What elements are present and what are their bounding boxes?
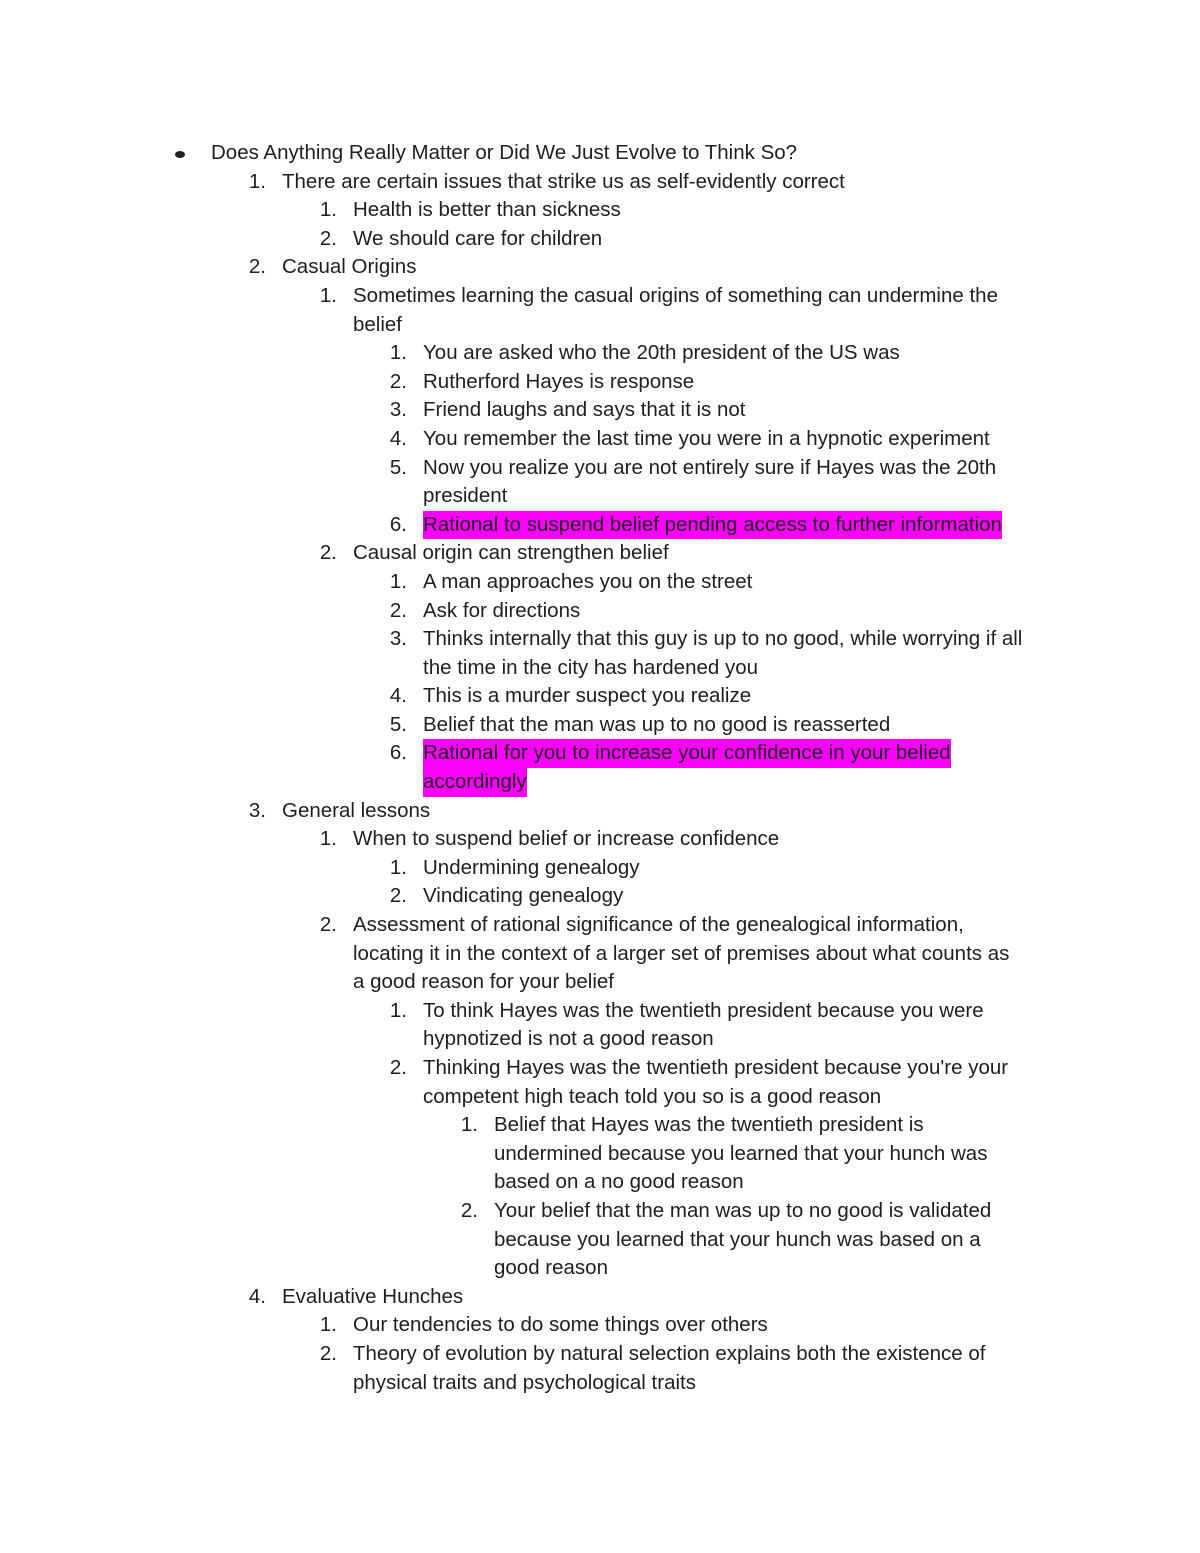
list-item-text: Causal origin can strengthen belief <box>353 541 669 565</box>
list-number: 1. <box>319 283 337 307</box>
list-item-text: Does Anything Really Matter or Did We Just Evolve to Think So? <box>211 141 798 164</box>
outline-line <box>0 1083 1200 1112</box>
list-item-text: Thinking Hayes was the twentieth president because you're your <box>423 1056 1009 1079</box>
list-item-text: You remember the last time you were in a hypnotic experiment <box>423 426 990 450</box>
list-number: 4. <box>248 1284 266 1308</box>
outline-line <box>0 454 1200 483</box>
outline-line <box>0 282 1200 311</box>
list-number: 3. <box>389 398 407 422</box>
list-item-text: A man approaches you on the street <box>423 569 753 593</box>
list-number: 1. <box>319 198 337 222</box>
list-item-text: Your belief that the man was up to no good is validated <box>494 1198 992 1222</box>
outline-line <box>0 625 1200 654</box>
list-item-text: You are asked who the 20th president of the US was <box>423 341 900 365</box>
outline-line <box>0 797 1200 826</box>
list-item-text: General lessons <box>282 798 431 822</box>
outline-line <box>0 1025 1200 1054</box>
outline-line <box>0 139 1200 168</box>
list-number: 4. <box>389 684 407 708</box>
outline-line <box>0 940 1200 969</box>
outline-line <box>0 539 1200 568</box>
bullet-dot-icon <box>175 151 185 158</box>
outline-line <box>0 425 1200 454</box>
outline-line <box>0 225 1200 254</box>
outline-line <box>0 1054 1200 1083</box>
list-item-text: Friend laughs and says that it is not <box>423 398 746 422</box>
list-item-text: This is a murder suspect you realize <box>423 684 752 708</box>
list-item-text: Rutherford Hayes is response <box>423 369 695 393</box>
list-item-text: Sometimes learning the casual origins of something can undermine the <box>353 283 998 307</box>
list-number: 5. <box>389 712 407 736</box>
list-item-text: Casual Origins <box>282 255 417 279</box>
outline-line <box>0 1197 1200 1226</box>
outline-line <box>0 1311 1200 1340</box>
highlighted-text: Rational for you to increase your confidence in your belied <box>423 739 951 768</box>
list-item-text: To think Hayes was the twentieth president because you were <box>423 998 984 1022</box>
list-item-text: competent high teach told you so is a good reason <box>423 1084 882 1108</box>
outline-line <box>0 768 1200 797</box>
outline-line <box>0 1111 1200 1140</box>
list-item-text: Evaluative Hunches <box>282 1284 464 1308</box>
list-item-text: belief <box>353 312 403 336</box>
list-number: 1. <box>319 1313 337 1337</box>
list-number: 1. <box>248 169 266 193</box>
outline-line <box>0 825 1200 854</box>
outline-line <box>0 253 1200 282</box>
outline-line <box>0 1140 1200 1169</box>
list-item-text: undermined because you learned that your hunch was <box>494 1141 988 1165</box>
list-item-text: Our tendencies to do some things over others <box>353 1313 768 1337</box>
outline-line <box>0 654 1200 683</box>
list-number: 5. <box>389 455 407 479</box>
list-item-text: Ask for directions <box>423 598 581 622</box>
list-number: 4. <box>389 426 407 450</box>
outline-line <box>0 682 1200 711</box>
outline-line <box>0 568 1200 597</box>
list-number: 2. <box>389 1056 407 1079</box>
outline-line <box>0 311 1200 340</box>
list-item-text: hypnotized is not a good reason <box>423 1027 714 1051</box>
outline-line <box>0 711 1200 740</box>
outline-line <box>0 1168 1200 1197</box>
outline-line <box>0 511 1200 540</box>
list-number: 2. <box>319 913 337 937</box>
list-number: 2. <box>460 1198 478 1222</box>
outline-line <box>0 854 1200 883</box>
list-number: 2. <box>319 1341 337 1365</box>
outline-line <box>0 368 1200 397</box>
outline-line <box>0 597 1200 626</box>
list-number: 1. <box>319 827 337 851</box>
list-item-text: the time in the city has hardened you <box>423 655 759 679</box>
outline-line <box>0 339 1200 368</box>
outline-line <box>0 1226 1200 1255</box>
list-number: 6. <box>389 741 407 765</box>
list-item-text: a good reason for your belief <box>353 970 614 994</box>
list-number: 6. <box>389 512 407 536</box>
outline-line <box>0 1283 1200 1312</box>
list-item-text: Belief that Hayes was the twentieth president is <box>494 1113 924 1137</box>
list-item-text: Theory of evolution by natural selection explains both the existence of <box>353 1341 986 1365</box>
list-number: 2. <box>319 541 337 565</box>
list-item-text: We should care for children <box>353 226 603 250</box>
outline-line <box>0 911 1200 940</box>
list-item-text: Now you realize you are not entirely sure if Hayes was the 20th <box>423 455 997 479</box>
outline-line <box>0 739 1200 768</box>
list-number: 3. <box>248 798 266 822</box>
list-number: 2. <box>389 884 407 908</box>
outline-line <box>0 396 1200 425</box>
list-item-text: When to suspend belief or increase confidence <box>353 827 780 851</box>
list-number: 1. <box>389 998 407 1022</box>
list-item-text: good reason <box>494 1256 608 1280</box>
outline-line <box>0 168 1200 197</box>
list-item-text: Assessment of rational significance of the genealogical information, <box>353 913 964 937</box>
outline-line <box>0 997 1200 1026</box>
outline-line <box>0 1369 1200 1398</box>
list-item-text: Undermining genealogy <box>423 855 640 879</box>
list-number: 1. <box>389 855 407 879</box>
list-item-text: Belief that the man was up to no good is reasserted <box>423 712 891 736</box>
outline-line <box>0 482 1200 511</box>
list-number: 2. <box>389 369 407 393</box>
outline-line <box>0 1340 1200 1369</box>
list-number: 1. <box>389 569 407 593</box>
list-item-text: because you learned that your hunch was based on a <box>494 1227 981 1251</box>
outline-list <box>0 139 1200 1397</box>
list-number: 2. <box>389 598 407 622</box>
outline-line <box>0 1254 1200 1283</box>
list-number: 2. <box>319 226 337 250</box>
list-item-text: Health is better than sickness <box>353 198 621 222</box>
list-item-text: based on a no good reason <box>494 1170 744 1194</box>
highlighted-text: accordingly <box>423 768 527 797</box>
list-number: 1. <box>389 341 407 365</box>
outline-line <box>0 882 1200 911</box>
list-item-text: physical traits and psychological traits <box>353 1370 696 1394</box>
outline-line <box>0 196 1200 225</box>
outline-line <box>0 968 1200 997</box>
list-item-text: Vindicating genealogy <box>423 884 624 908</box>
list-item-text: president <box>423 484 508 508</box>
highlighted-text: Rational to suspend belief pending access to further information <box>423 511 1002 540</box>
list-item-text: Thinks internally that this guy is up to no good, while worrying if all <box>423 627 1023 651</box>
list-item-text: There are certain issues that strike us as self-evidently correct <box>282 169 845 193</box>
list-number: 2. <box>248 255 266 279</box>
list-number: 1. <box>460 1113 478 1137</box>
list-number: 3. <box>389 627 407 651</box>
list-item-text: locating it in the context of a larger set of premises about what counts as <box>353 941 1010 965</box>
